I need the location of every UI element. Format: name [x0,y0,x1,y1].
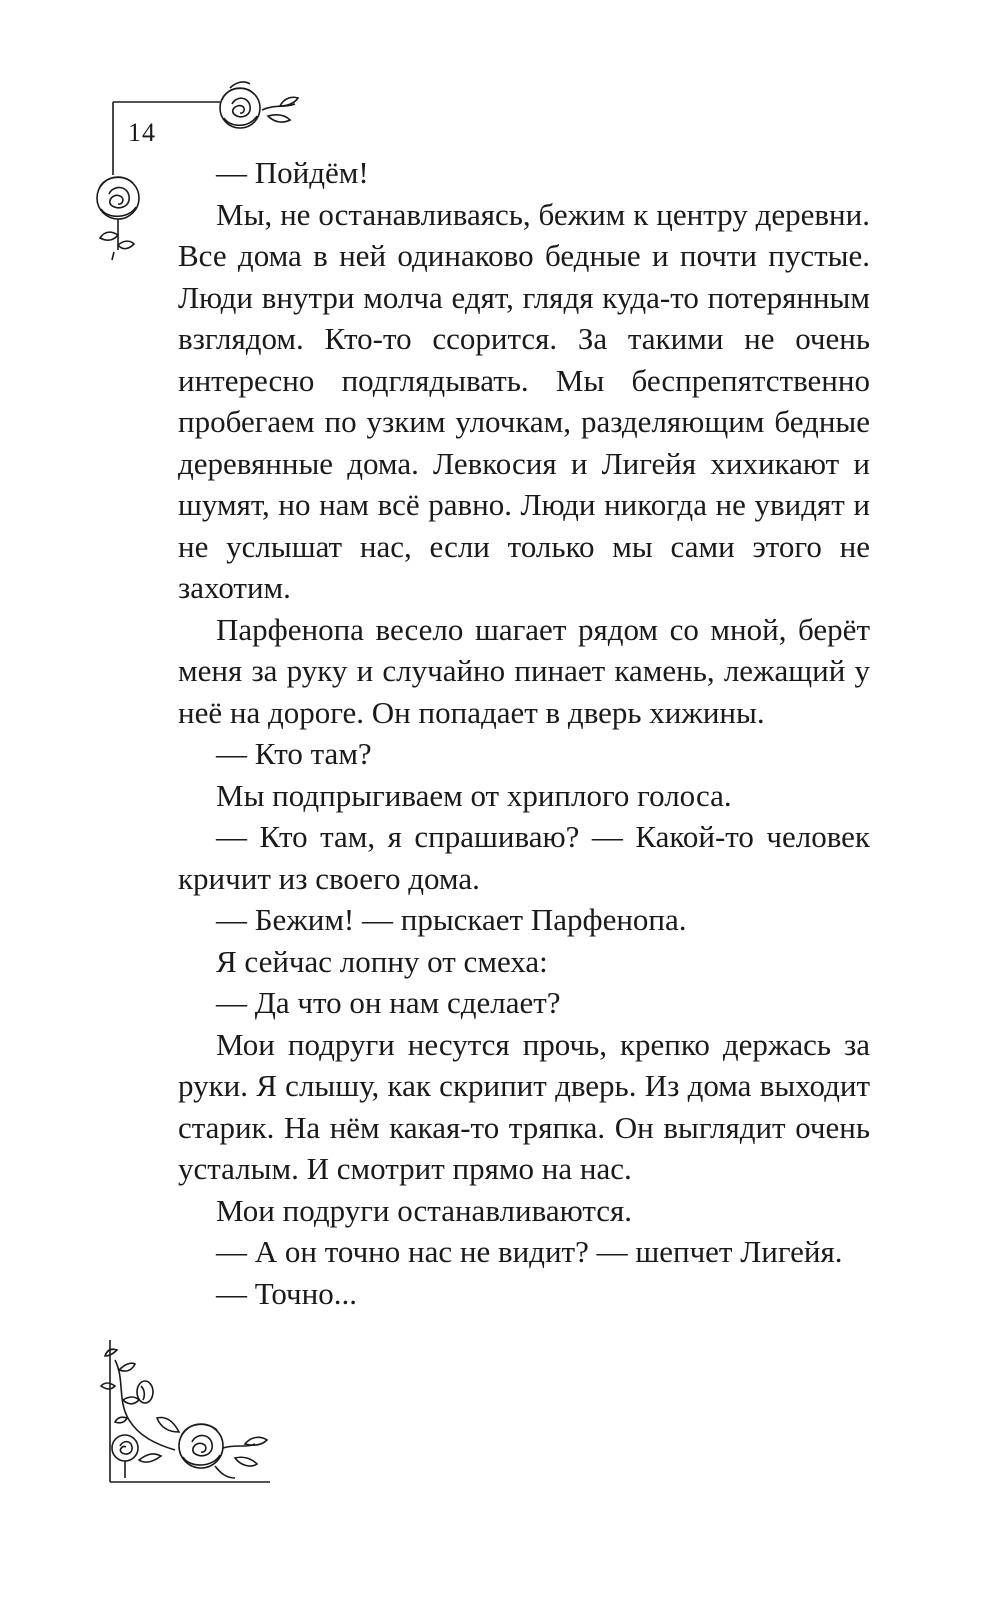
paragraph: Я сейчас лопну от смеха: [216,943,548,979]
paragraph: — Кто там? [216,736,372,771]
body-text [178,152,870,1314]
paragraph: Мои подруги несутся прочь, крепко держась за руки. Я слышу, как скрипит дверь. Из дома выходит старик. На нём какая-то тряпка. Он выглядит очень усталым. И смотрит прямо на нас. [178,1026,870,1186]
paragraph: Мои подруги останавливаются. [216,1192,633,1228]
paragraph: — Да что он нам сделает? [216,985,561,1020]
paragraph: — А он точно нас не видит? — шепчет Лигейя. [216,1234,843,1269]
paragraph: Парфенопа весело шагает рядом со мной, берёт меня за руку и случайно пинает камень, лежащий у неё на дороге. Он попадает в дверь хижины. [178,611,870,730]
paragraph: — Точно... [216,1275,357,1311]
paragraph: — Бежим! — прыскает Парфенопа. [216,902,687,937]
paragraph: Мы подпрыгиваем от хриплого голоса. [216,777,732,813]
rose-corner-bottom-icon [95,1340,295,1490]
page-number: 14 [128,118,156,147]
paragraph: — Кто там, я спрашиваю? — Какой-то человек кричит из своего дома. [178,819,870,896]
paragraph: Мы, не останавливаясь, бежим к центру деревни. Все дома в ней одинаково бедные и почти пустые. Люди внутри молча едят, глядя куда-то потерянным взглядом. Кто-то ссорится. За такими не очень интересно подглядывать. Мы беспрепятственно пробегаем по узким улочкам, разделяющим бедные деревянные дома. Левкосия и Лигейя хихикают и шумят, но нам всё равно. Люди никогда не увидят и не услышат нас, если только мы сами этого не захотим. [178,196,870,605]
paragraph: — Пойдём! [216,155,369,190]
